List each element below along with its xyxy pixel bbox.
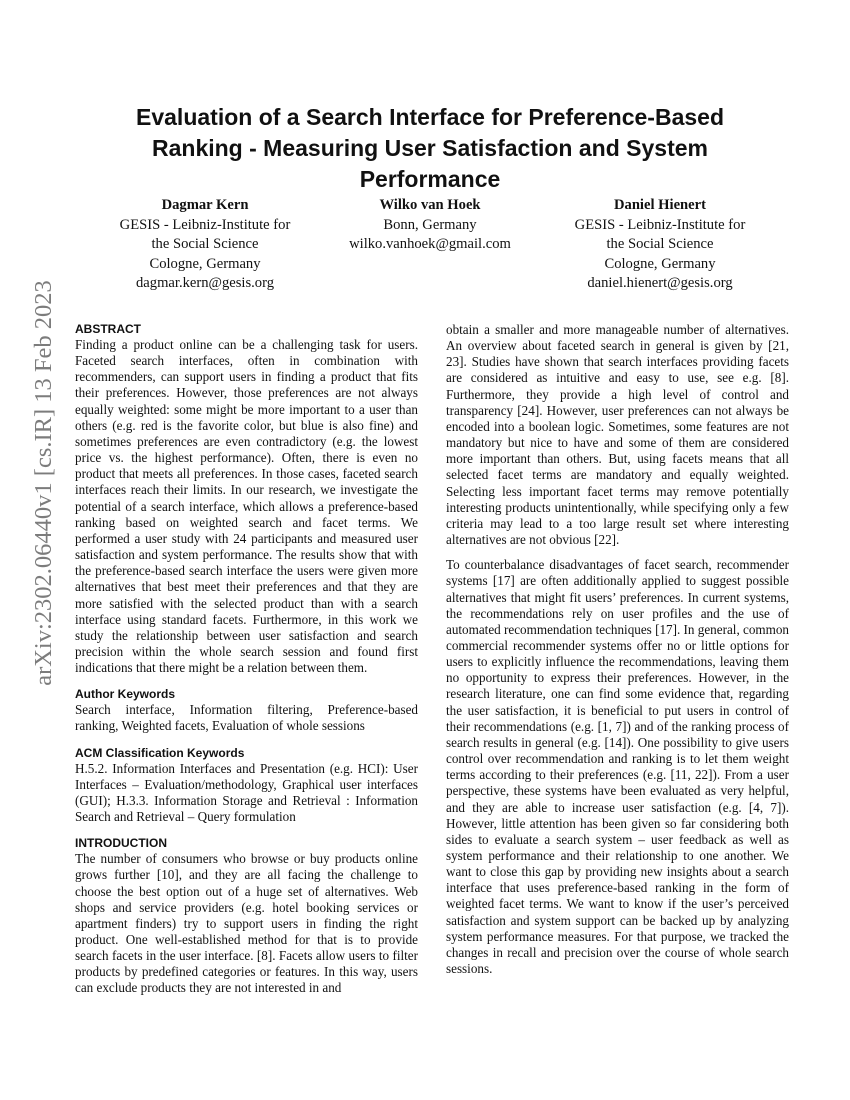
author-hienert [550,196,770,294]
author-name: Daniel Hienert [613,197,706,213]
author-van-hoek [325,196,535,255]
arxiv-identifier: arXiv:2302.06440v1 [cs.IR] 13 Feb 2023 [30,279,57,686]
introduction-paragraph-continued: obtain a smaller and more manageable number of alternatives. An overview about faceted search in general is given by [21, 23]. Studies have shown that search interfaces providing facets are considered as intuitive and easy to use, see e.g. [8]. Furthermore, they provide a high level of control and transparency [24]. However, user preferences can not always be encoded into a boolean logic. Sometimes, some features are not mandatory but nice to have and some of them are considered more important than others. But, using facets means that all selected facet terms are mandatory and equally weighted. Selecting less important facet terms may remove potentially interesting products unintentionally, while specifying only a few criteria may lead to a too large result set where interesting alternatives are not obvious [22]. [446,322,789,548]
introduction-paragraph: To counterbalance disadvantages of facet search, recommender systems [17] are often additionally applied to suggest possible alternatives that might fit users’ preferences. In current systems, the recommendations rely on user profiles and the use of automated recommendation techniques [17]. In general, common commercial recommender systems offer no or little options for users to explicitly influence the recommendations, leaving them no opportunity to express their preferences. However, in the research literature, one can find some evidence that, regarding the user satisfaction, it is beneficial to put users in control of their recommendations (e.g. [1, 7]) and of the ranking process of search results in general (e.g. [14]). One possibility to give users control over recommendation and ranking is to let them weight terms according to their preferences (e.g. [11, 22]). From a user perspective, these systems have been evaluated as very helpful, and they are able to increase user satisfaction (e.g. [4, 7]). However, little attention has been given so far considering both sides to evaluate a search system – user feedback as well as system performance and their relationship to one another. We want to close this gap by providing new insights about a search interface that uses preference-based ranking in the form of weighted facet terms. We want to know if the user’s perceived satisfaction and system support can be backed up by analyzing system performance measures. For that purpose, we tracked the changes in recall and precision over the course of whole search sessions. [446,557,789,977]
author-email: daniel.hienert@gesis.org [587,275,733,292]
author-location: Cologne, Germany [149,255,261,272]
author-kern [95,196,315,294]
right-column [446,322,789,977]
author-affiliation: GESIS - Leibniz-Institute for [574,216,746,233]
author-affiliation: GESIS - Leibniz-Institute for [119,216,291,233]
paper-title: Evaluation of a Search Interface for Preference-Based Ranking - Measuring User Satisfaction and System Performance [136,104,724,192]
abstract-heading: ABSTRACT [75,322,141,336]
author-location: Cologne, Germany [604,255,716,272]
abstract-text: Finding a product online can be a challenging task for users. Faceted search interfaces, often in combination with recommenders, can support users in finding a product that fits their preferences. However, those preferences are not always equally weighted: some might be more important to a user than others (e.g. red is the favorite color, but blue is also fine) and sometimes preferences are even contradictory (e.g. the lowest price vs. the highest performance). Often, there is even no product that meets all preferences. In those cases, faceted search interfaces reach their limits. In our research, we investigate the potential of a search interface, which allows a preference-based ranking based on weighted search and facet terms. We performed a user study with 24 participants and measured user satisfaction and system performance. The results show that with the preference-based search interface the users were given more alternatives that best meet their preferences and that they are more satisfied with the selected product than with a search interface using standard facets. Furthermore, in this work we study the relationship between user satisfaction and search precision within the whole search session and found first indications that there might be a relation between them. [75,337,418,676]
author-affiliation: the Social Science [606,236,714,253]
acm-keywords-text: H.5.2. Information Interfaces and Presentation (e.g. HCI): User Interfaces – Evaluation/methodology, Graphical user interfaces (GUI); H.3.3. Information Storage and Retrieval : Information Search and Retrieval – Query formulation [75,760,418,825]
acm-keywords-heading: ACM Classification Keywords [75,745,245,760]
arxiv-sidebar [24,279,64,686]
introduction-heading: INTRODUCTION [75,836,167,851]
left-column [75,322,418,997]
author-location: Bonn, Germany [383,216,477,233]
introduction-paragraph: The number of consumers who browse or buy products online grows further [10], and they are all facing the challenge to choose the best option out of a huge set of alternatives. Web shops and service providers (e.g. hotel booking services or apartment finders) try to support users in finding the right product. One well-established method for that is to provide search facets in the user interface. [8]. Facets allow users to filter products by predefined categories or features. In this way, users can exclude products they are not interested in and [75,851,418,996]
author-affiliation: the Social Science [151,236,259,253]
author-email: dagmar.kern@gesis.org [136,275,274,292]
author-keywords-text: Search interface, Information filtering, Preference-based ranking, Weighted facets, Evaluation of whole sessions [75,702,418,734]
author-name: Wilko van Hoek [379,197,481,213]
author-name: Dagmar Kern [161,197,249,213]
author-keywords-heading: Author Keywords [75,687,176,702]
author-email: wilko.vanhoek@gmail.com [349,236,511,253]
